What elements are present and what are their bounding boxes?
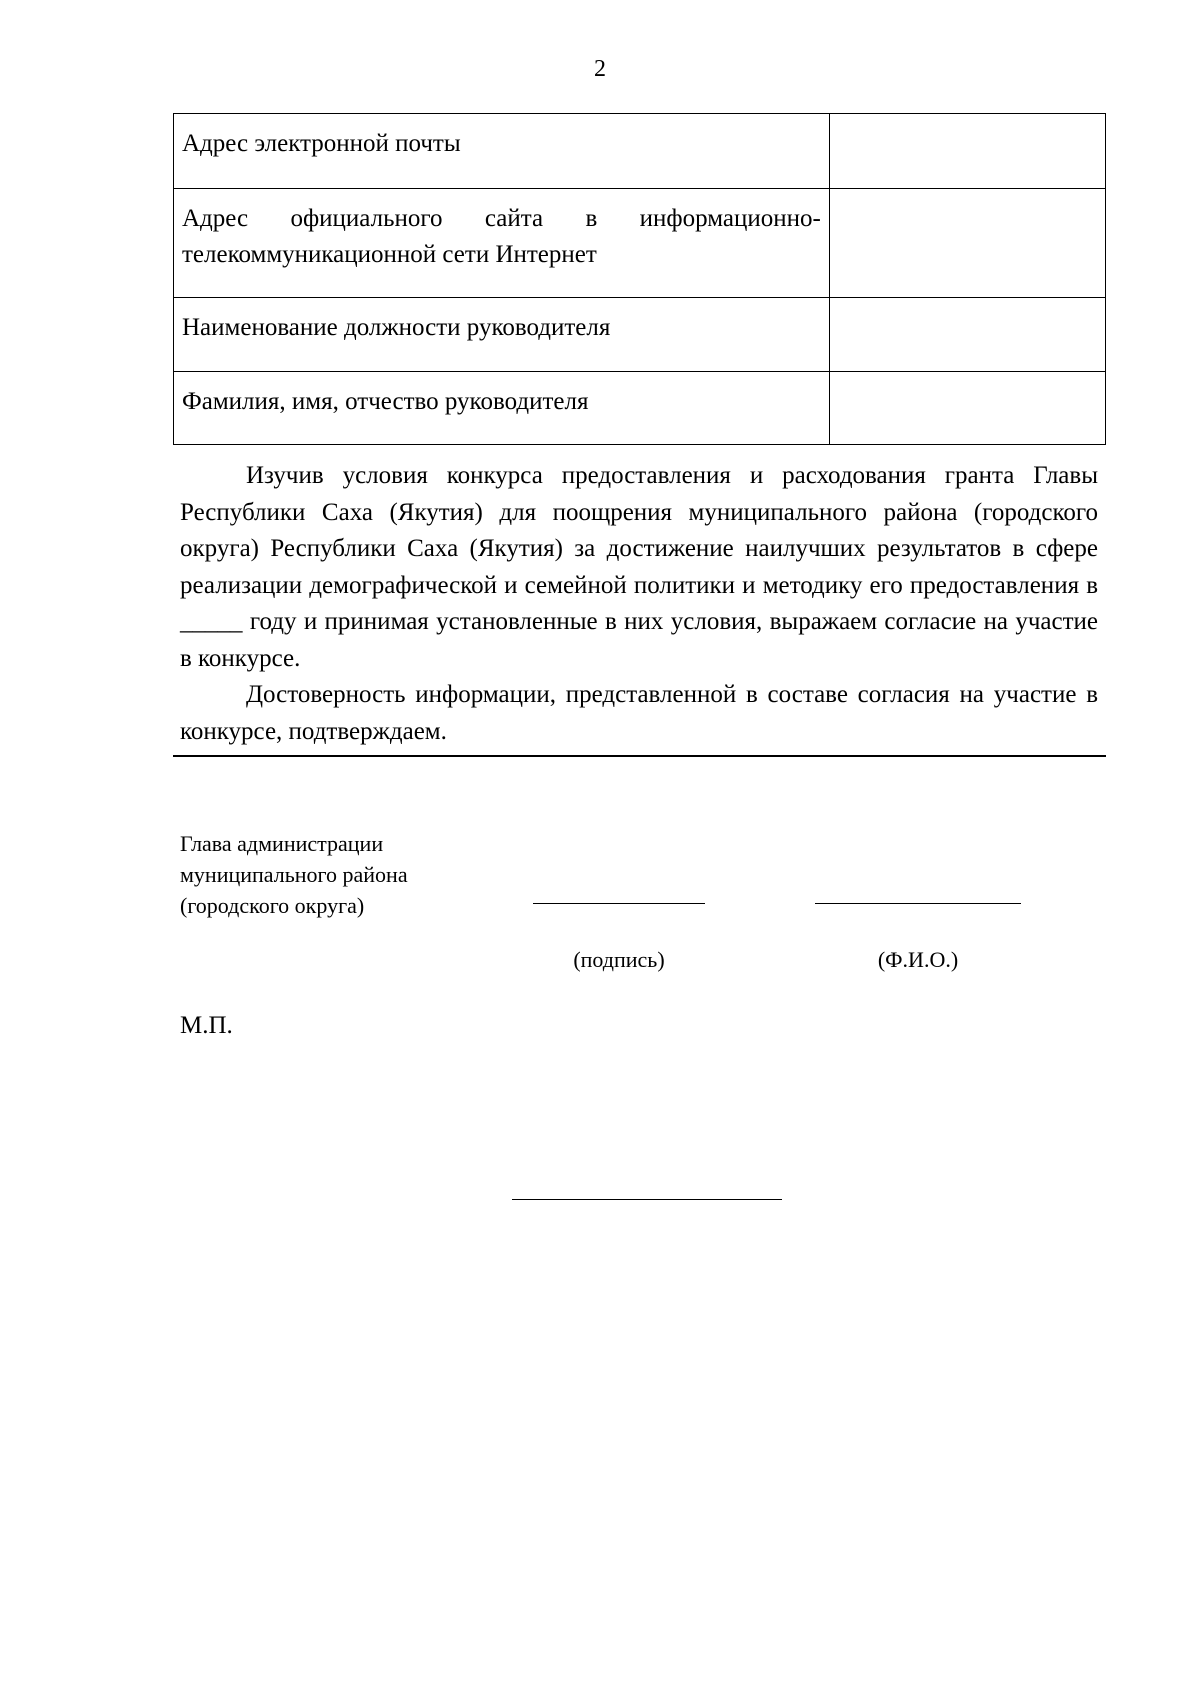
signature-line — [533, 903, 705, 904]
bottom-line — [512, 1199, 782, 1200]
table-row — [174, 114, 1106, 189]
signatory-title-line: Глава администрации — [180, 831, 384, 856]
page-number: 2 — [594, 56, 606, 82]
confirmation-paragraph: Достоверность информации, представленной в составе согласия на участие в конкурсе, подтверждаем. — [180, 681, 1098, 745]
table-row — [174, 189, 1106, 298]
divider — [173, 755, 1106, 757]
stamp-placeholder: М.П. — [180, 1012, 233, 1039]
info-table — [173, 113, 1106, 445]
name-line — [815, 903, 1021, 904]
table-cell-value — [829, 298, 1105, 372]
table-row — [174, 372, 1106, 445]
signature-caption: (подпись) — [573, 947, 665, 972]
table-cell-value — [829, 372, 1105, 445]
signatory-title — [180, 828, 408, 921]
consent-paragraph: Изучив условия конкурса предоставления и расходования гранта Главы Республики Саха (Якутия) для поощрения муниципального района (городского округа) Республики Саха (Якутия) за достижение наилучших результатов в сфере реализации демографической и семейной политики и методику его предоставления в _____ году и принимая установленные в них условия, выражаем согласие на участие в конкурсе. — [180, 462, 1098, 672]
table-cell-label: Адрес официального сайта в информационно-телекоммуникационной сети Интернет — [174, 189, 830, 298]
table-cell-label: Наименование должности руководителя — [174, 298, 830, 372]
signatory-title-line: муниципального района — [180, 862, 408, 887]
table-cell-label: Адрес электронной почты — [174, 114, 830, 189]
table-cell-label: Фамилия, имя, отчество руководителя — [174, 372, 830, 445]
signatory-title-line: (городского округа) — [180, 893, 365, 918]
table-row — [174, 298, 1106, 372]
name-caption: (Ф.И.О.) — [877, 947, 959, 972]
table-cell-value — [829, 189, 1105, 298]
table-cell-value — [829, 114, 1105, 189]
